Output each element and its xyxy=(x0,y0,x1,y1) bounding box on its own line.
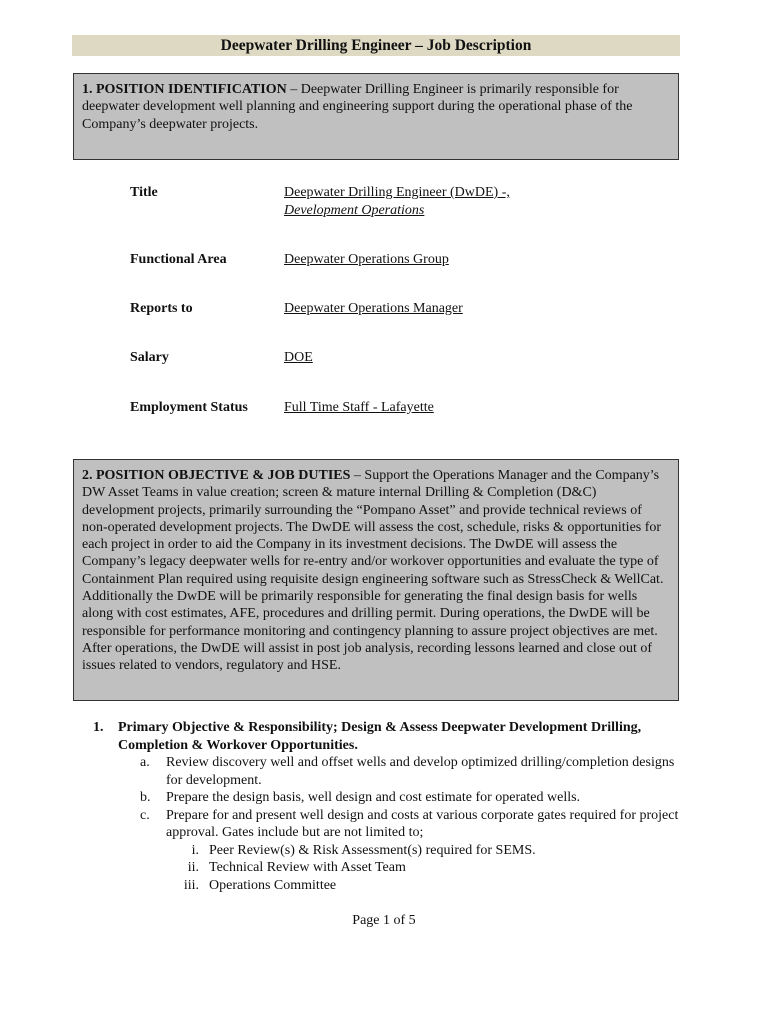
list-item-text: Prepare for and present well design and costs at various corporate gates required for project approval. Gates include but are not limited to; xyxy=(166,807,679,840)
functional-area-label: Functional Area xyxy=(130,252,227,267)
document-title: Deepwater Drilling Engineer – Job Description xyxy=(72,35,680,56)
list-item xyxy=(93,807,683,842)
position-objective-box xyxy=(73,459,679,701)
title-label: Title xyxy=(130,185,158,200)
employment-status-label: Employment Status xyxy=(130,400,248,415)
list-item xyxy=(93,859,683,877)
reports-to-label: Reports to xyxy=(130,301,193,316)
position-objective-heading: 2. POSITION OBJECTIVE & JOB DUTIES xyxy=(82,468,351,483)
list-item-text: Prepare the design basis, well design and cost estimate for operated wells. xyxy=(166,790,581,805)
list-item xyxy=(93,754,683,789)
list-number: ii. xyxy=(187,860,199,875)
position-identification-heading: 1. POSITION IDENTIFICATION xyxy=(82,82,287,97)
list-item-text: Primary Objective & Responsibility; Design & Assess Deepwater Development Drilling, Completion & Workover Opportunities. xyxy=(118,720,642,753)
position-identification-text: – Deepwater Drilling Engineer is primarily responsible for deepwater development well planning and engineering support during the operational phase of the Company’s deepwater projects. xyxy=(82,82,633,132)
list-number: iii. xyxy=(183,877,199,893)
employment-status-value: Full Time Staff - Lafayette xyxy=(284,400,434,415)
position-identification-box xyxy=(73,73,679,160)
reports-to-value: Deepwater Operations Manager xyxy=(284,301,463,316)
list-item-text: Peer Review(s) & Risk Assessment(s) required for SEMS. xyxy=(209,842,536,858)
list-item-text: Technical Review with Asset Team xyxy=(209,860,406,875)
position-objective-text: – Support the Operations Manager and the Company’s DW Asset Teams in value creation; screen & mature internal Drilling & Completion (D&C) development projects, primarily surrounding the “Pompano Asset” and provide technical reviews of non-operated development projects. The DwDE will assess the cost, schedule, risks & opportunities for each project in order to aid the Company in its investment decisions. The DwDE will assess the Company’s legacy deepwater wells for re-entry and/or workover opportunities and evaluate the type of Containment Plan required using requisite design engineering software such as StressCheck & WellCat. Additionally the DwDE will be primarily responsible for generating the final design basis for wells along with cost estimates, AFE, procedures and drilling permit. During operations, the DwDE will be responsible for performance monitoring and contingency planning to assure project objectives are met. After operations, the DwDE will assist in post job analysis, recording lessons learned and close out of issues related to vendors, regulatory and HSE. xyxy=(82,468,664,674)
list-number: 1. xyxy=(93,720,104,735)
list-number: a. xyxy=(140,755,150,770)
title-value-line1: Deepwater Drilling Engineer (DwDE) -, xyxy=(284,185,510,200)
list-number: i. xyxy=(191,842,199,858)
list-item xyxy=(93,719,683,754)
duties-list xyxy=(93,719,683,894)
page-number: Page 1 of 5 xyxy=(352,913,416,928)
salary-label: Salary xyxy=(130,350,169,365)
list-item xyxy=(93,842,683,860)
list-item-text: Operations Committee xyxy=(209,877,337,893)
list-item-text: Review discovery well and offset wells and develop optimized drilling/completion designs for development. xyxy=(166,755,675,788)
title-value xyxy=(284,184,510,219)
list-item xyxy=(93,877,683,895)
list-item xyxy=(93,789,683,807)
functional-area-value: Deepwater Operations Group xyxy=(284,252,449,267)
title-value-line2: Development Operations xyxy=(284,202,425,218)
salary-value: DOE xyxy=(284,350,313,365)
list-number: b. xyxy=(140,790,151,805)
list-number: c. xyxy=(140,807,150,823)
